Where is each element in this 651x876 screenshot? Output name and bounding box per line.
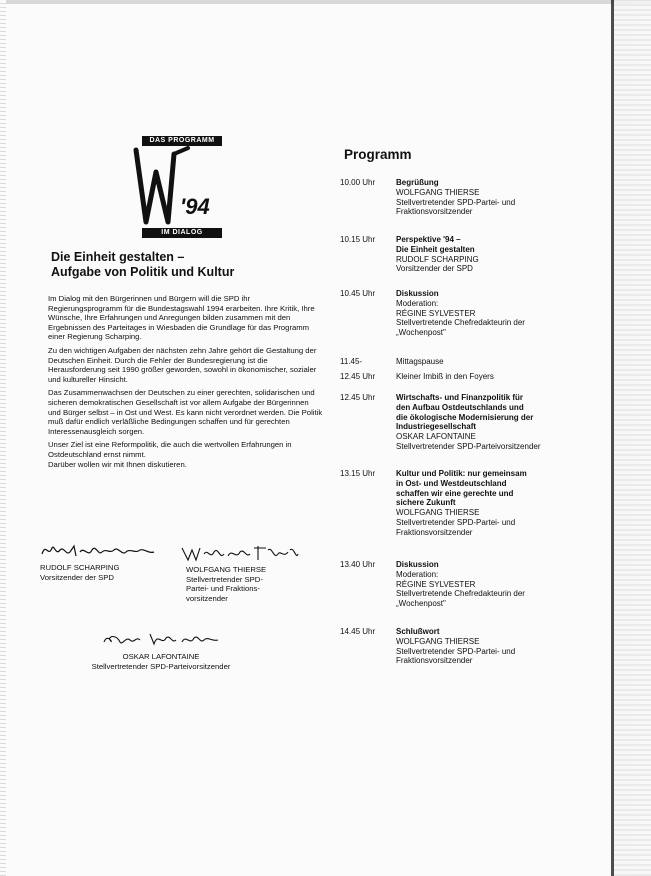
entry-time: 10.15 Uhr [340, 235, 376, 244]
signature-scharping [40, 540, 160, 562]
entry-line: Stellvertretender SPD-Partei- und [396, 646, 516, 656]
entry-line: Kleiner Imbiß in den Foyers [396, 372, 494, 381]
entry-time: 14.45 Uhr [340, 627, 376, 636]
entry-line: Stellvertretender SPD-Partei- und [396, 517, 516, 527]
entry-title: sichere Zukunft [396, 498, 456, 508]
signature-block-lafontaine [76, 652, 246, 671]
entry-line: Fraktionsvorsitzender [396, 656, 473, 666]
intro-body [48, 294, 323, 469]
entry-line: WOLFGANG THIERSE [396, 187, 480, 197]
headline-line-1: Die Einheit gestalten – [51, 250, 185, 264]
body-paragraph: Unser Ziel ist eine Reformpolitik, die auch die wertvollen Erfahrungen in Ostdeutschland ernst nimmt. [48, 440, 292, 459]
signer-name: RUDOLF SCHARPING [40, 563, 120, 572]
headline-line-2: Aufgabe von Politik und Kultur [51, 265, 235, 279]
signer-name: WOLFGANG THIERSE [186, 565, 267, 574]
signer-role: Partei- und Fraktions- [186, 584, 260, 593]
entry-content [396, 289, 590, 338]
entry-line: OSKAR LAFONTAINE [396, 432, 476, 442]
program-title: Programm [344, 147, 412, 162]
logo-bottom-label: IM DIALOG [142, 228, 222, 238]
scan-right-edge [611, 0, 651, 876]
entry-line: „Wochenpost" [396, 599, 446, 609]
entry-line: RÉGINE SYLVESTER [396, 579, 476, 589]
body-paragraph: Zu den wichtigen Aufgaben der nächsten zehn Jahre gehört die Gestaltung der Deutschen Einheit. Durch die Fehler der Bundesregierung ist die Herausforderung seit 1990 größer geworden, sowohl in ökonomischer, sozialer und kultureller Hinsicht. [48, 345, 317, 384]
entry-line: RÉGINE SYLVESTER [396, 308, 476, 318]
entry-time: 11.45- [340, 357, 363, 366]
entry-time: 13.15 Uhr [340, 469, 376, 478]
signature-lafontaine [100, 628, 230, 652]
body-paragraph: Darüber wollen wir mit Ihnen diskutieren. [48, 459, 187, 469]
entry-title: die ökologische Modernisierung der [396, 412, 534, 422]
entry-content [396, 627, 590, 666]
schedule-entry [340, 289, 590, 338]
entry-content [396, 469, 590, 538]
entry-line: Moderation: [396, 569, 439, 579]
body-paragraph: Im Dialog mit den Bürgerinnen und Bürgern will die SPD ihr Regierungsprogramm für die Bundestagswahl 1994 erarbeiten. Ihre Kritik, Ihre Wünsche, Ihre Erfahrungen und Anregungen bilden zusammen mit den Ergebnissen des Parteitages in Wiesbaden die Grundlage für das Programm einer Regierung Scharping. [48, 294, 315, 342]
entry-content [396, 560, 590, 609]
intro-column [48, 250, 323, 473]
entry-title: Schlußwort [396, 627, 440, 636]
entry-title: in Ost- und Westdeutschland [396, 478, 507, 488]
entry-title: Diskussion [396, 560, 439, 569]
schedule-entry [340, 393, 590, 452]
entry-title: Industriegesellschaft [396, 422, 477, 432]
entry-line: Fraktionsvorsitzender [396, 207, 473, 217]
entry-line: Stellvertretende Chefredakteurin der [396, 318, 525, 328]
logo-top-label: DAS PROGRAMM [142, 136, 222, 146]
entry-line: WOLFGANG THIERSE [396, 508, 480, 518]
entry-time: 10.00 Uhr [340, 178, 376, 187]
schedule-entry [340, 372, 590, 382]
entry-title: Die Einheit gestalten [396, 244, 475, 254]
signer-role: Stellvertretender SPD-Parteivorsitzender [91, 661, 231, 671]
entry-line: Mittagspause [396, 357, 444, 366]
body-paragraph: Das Zusammenwachsen der Deutschen zu einer gerechten, solidarischen und sicheren demokratischen Gesellschaft ist vor allem Aufgabe der Bürgerinnen und Bürger selbst – in Ost und West. Es kann nicht verordnet werden. Die Politik muß dafür endlich verläßliche Bedingungen schaffen und für gerechten Interessenausgleich sorgen. [48, 388, 323, 436]
program-schedule [340, 0, 590, 876]
entry-line: Fraktionsvorsitzender [396, 527, 473, 537]
logo-w-mark [128, 142, 223, 232]
schedule-entry [340, 357, 590, 367]
schedule-entry [340, 178, 590, 217]
entry-line: Stellvertretender SPD-Partei- und [396, 197, 516, 207]
schedule-entry [340, 627, 590, 666]
schedule-entry [340, 560, 590, 609]
logo-year: '94 [180, 194, 210, 219]
entry-time: 12.45 Uhr [340, 393, 376, 402]
program-logo [128, 132, 223, 242]
entry-time: 12.45 Uhr [340, 372, 376, 381]
headline [51, 250, 323, 280]
signature-block-scharping [40, 563, 119, 582]
entry-title: Wirtschafts- und Finanzpolitik für [396, 393, 524, 402]
entry-line: Vorsitzender der SPD [396, 264, 473, 274]
schedule-entry [340, 235, 590, 274]
entry-content [396, 178, 590, 217]
entry-content [396, 393, 590, 452]
entry-time: 13.40 Uhr [340, 560, 376, 569]
entry-line: Stellvertretender SPD-Parteivorsitzender [396, 441, 541, 451]
signer-role: Vorsitzender der SPD [40, 572, 114, 582]
scan-left-edge [0, 0, 6, 876]
entry-line: Moderation: [396, 298, 439, 308]
signer-role: vorsitzender [186, 593, 228, 603]
entry-title: Begrüßung [396, 178, 439, 187]
entry-content [396, 235, 590, 274]
entry-title: Kultur und Politik: nur gemeinsam [396, 469, 527, 478]
entry-title: Diskussion [396, 289, 439, 298]
signer-role: Stellvertretender SPD- [186, 574, 263, 584]
signature-thierse [180, 542, 300, 566]
entry-content [396, 357, 590, 367]
entry-line: Stellvertretende Chefredakteurin der [396, 589, 525, 599]
entry-title: Perspektive '94 – [396, 235, 461, 244]
signer-name: OSKAR LAFONTAINE [122, 652, 200, 661]
entry-content [396, 372, 590, 382]
schedule-entry [340, 469, 590, 538]
entry-title: den Aufbau Ostdeutschlands und [396, 402, 524, 412]
entry-line: WOLFGANG THIERSE [396, 636, 480, 646]
entry-time: 10.45 Uhr [340, 289, 376, 298]
entry-line: „Wochenpost" [396, 328, 446, 338]
entry-title: schaffen wir eine gerechte und [396, 488, 514, 498]
signature-block-thierse [186, 565, 266, 603]
entry-line: RUDOLF SCHARPING [396, 254, 479, 264]
